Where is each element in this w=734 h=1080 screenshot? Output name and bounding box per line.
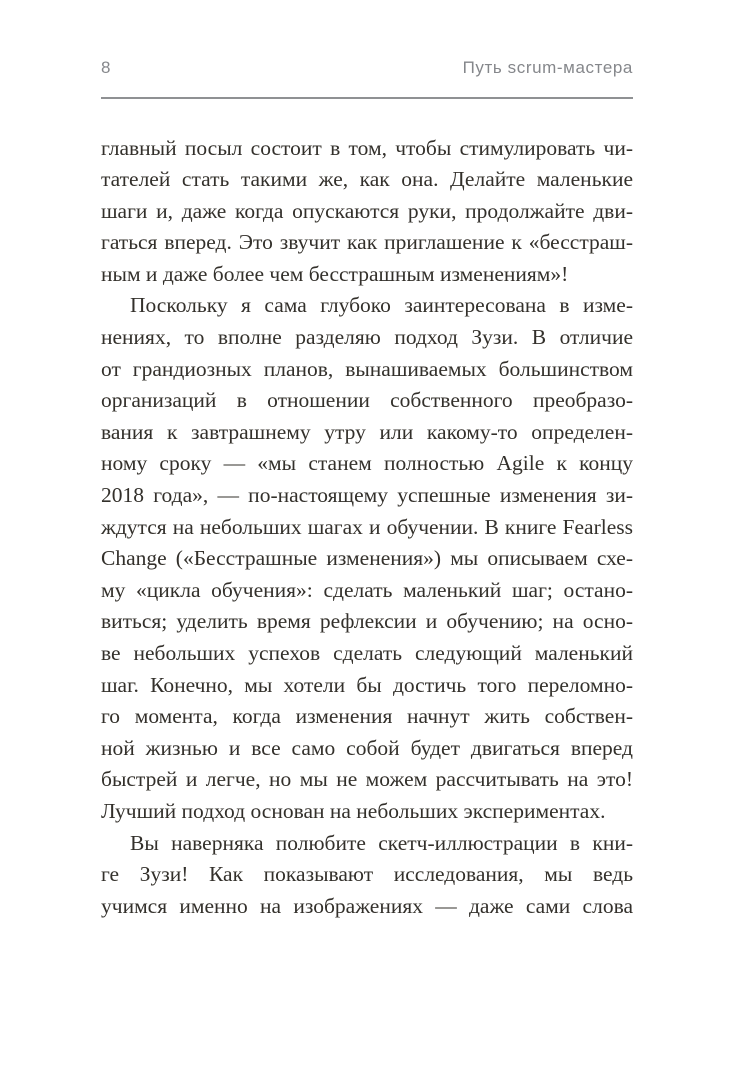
- text-line: гаться вперед. Это звучит как приглашение к «бесстраш-: [101, 230, 633, 255]
- text-line: Вы наверняка полюбите скетч-иллюстрации в кни-: [130, 830, 633, 855]
- text-line: 2018 года», — по-настоящему успешные изменения зи-: [101, 483, 633, 508]
- text-line: Лучший подход основан на небольших экспериментах.: [101, 798, 606, 823]
- text-line: ге Зузи! Как показывают исследования, мы ведь: [101, 862, 633, 887]
- text-line: нениях, то вполне разделяю подход Зузи. В отличие: [101, 325, 633, 350]
- text-line: ной жизнью и все само собой будет двигаться вперед: [101, 735, 633, 760]
- text-line: вания к завтрашнему утру или какому-то определен-: [101, 419, 633, 444]
- running-header: [101, 58, 633, 84]
- text-line: тателей стать такими же, как она. Делайте маленькие: [101, 167, 633, 192]
- header-rule: [101, 97, 633, 99]
- text-line: ному сроку — «мы станем полностью Agile к концу: [101, 451, 633, 476]
- text-line: Change («Бесстрашные изменения») мы описываем схе-: [101, 546, 633, 571]
- text-line: му «цикла обучения»: сделать маленький шаг; остано-: [101, 577, 633, 602]
- running-title: Путь scrum-мастера: [462, 58, 633, 77]
- text-line: го момента, когда изменения начнут жить собствен-: [101, 704, 633, 729]
- text-line: шаг. Конечно, мы хотели бы достичь того переломно-: [101, 672, 633, 697]
- text-line: главный посыл состоит в том, чтобы стимулировать чи-: [101, 135, 633, 160]
- body-text: [101, 133, 633, 923]
- text-line: быстрей и легче, но мы не можем рассчитывать на это!: [101, 767, 633, 792]
- text-line: шаги и, даже когда опускаются руки, продолжайте дви-: [101, 198, 633, 223]
- page-number: 8: [101, 58, 112, 77]
- text-line: Поскольку я сама глубоко заинтересована в изме-: [130, 293, 633, 318]
- text-line: ным и даже более чем бесстрашным изменениям»!: [101, 261, 569, 286]
- text-line: виться; уделить время рефлексии и обучению; на осно-: [101, 609, 633, 634]
- text-line: ве небольших успехов сделать следующий маленький: [101, 641, 633, 665]
- text-line: организаций в отношении собственного преобразо-: [101, 388, 633, 413]
- text-line: ждутся на небольших шагах и обучении. В книге Fearless: [101, 514, 633, 539]
- text-line: учимся именно на изображениях — даже сами слова: [101, 893, 633, 918]
- text-line: от грандиозных планов, вынашиваемых большинством: [101, 356, 633, 381]
